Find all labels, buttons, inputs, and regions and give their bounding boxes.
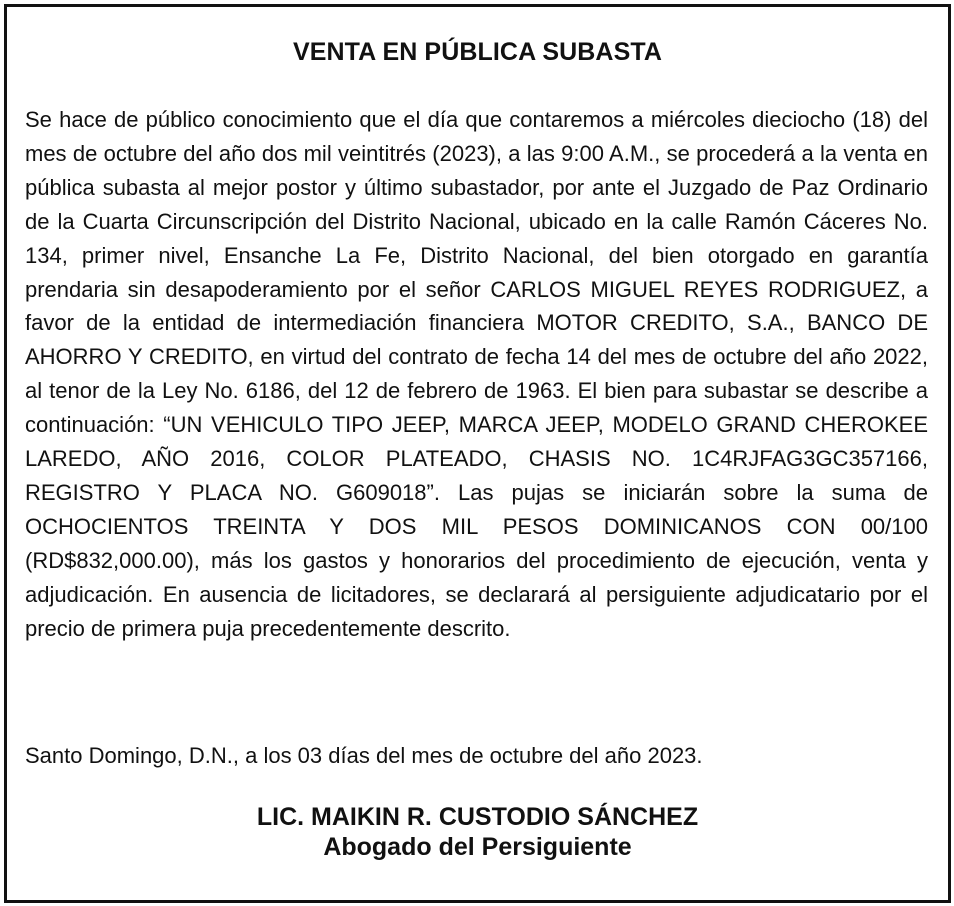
signature-name: LIC. MAIKIN R. CUSTODIO SÁNCHEZ bbox=[256, 803, 699, 831]
signature-block bbox=[7, 802, 948, 862]
notice-date-line: Santo Domingo, D.N., a los 03 días del mes de octubre del año 2023. bbox=[25, 743, 703, 768]
notice-body-paragraph: Se hace de público conocimiento que el día que contaremos a miércoles dieciocho (18) del mes de octubre del año dos mil veintitrés (2023), a las 9:00 A.M., se procederá a la venta en pública subasta al mejor postor y último subastador, por ante el Juzgado de Paz Ordinario de la Cuarta Circunscripción del Distrito Nacional, ubicado en la calle Ramón Cáceres No. 134, primer nivel, Ensanche La Fe, Distrito Nacional, del bien otorgado en garantía prendaria sin desapoderamiento por el señor CARLOS MIGUEL REYES RODRIGUEZ, a favor de la entidad de intermediación financiera MOTOR CREDITO, S.A., BANCO DE AHORRO Y CREDITO, en virtud del contrato de fecha 14 del mes de octubre del año 2022, al tenor de la Ley No. 6186, del 12 de febrero de 1963. El bien para subastar se describe a continuación: “UN VEHICULO TIPO JEEP, MARCA JEEP, MODELO GRAND CHEROKEE LAREDO, AÑO 2016, COLOR PLATEADO, CHASIS NO. 1C4RJFAG3GC357166, REGISTRO Y PLACA NO. G609018”. Las pujas se iniciarán sobre la suma de OCHOCIENTOS TREINTA Y DOS MIL PESOS DOMINICANOS CON 00/100 (RD$832,000.00), más los gastos y honorarios del procedimiento de ejecución, venta y adjudicación. En ausencia de licitadores, se declarará al persiguiente adjudicatario por el precio de primera puja precedentemente descrito. bbox=[25, 107, 928, 641]
signature-role: Abogado del Persiguiente bbox=[323, 833, 632, 861]
legal-notice bbox=[4, 4, 951, 903]
notice-body bbox=[25, 103, 928, 646]
notice-title: VENTA EN PÚBLICA SUBASTA bbox=[292, 38, 663, 66]
